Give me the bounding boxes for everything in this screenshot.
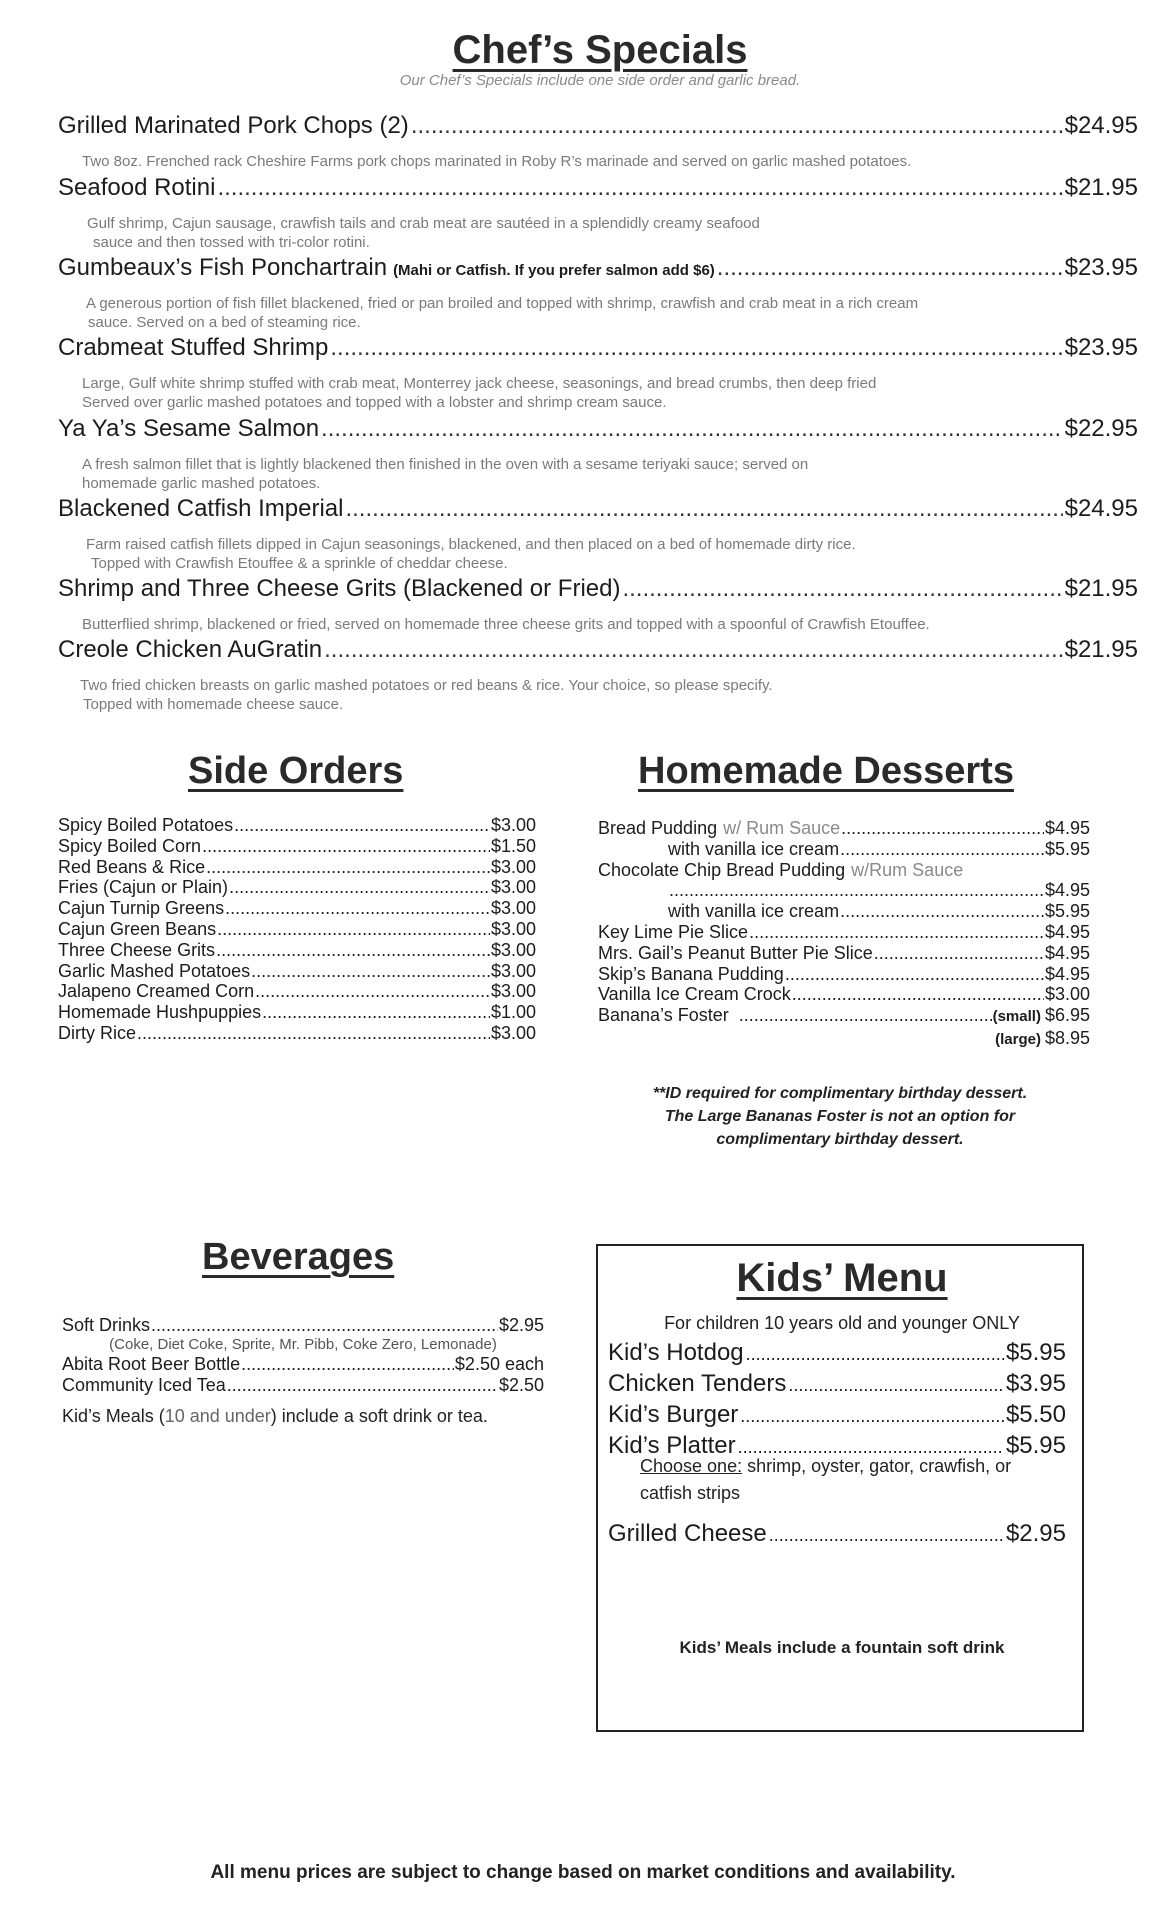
special-desc: sauce and then tossed with tri-color rotini. [93,234,370,251]
special-name: Creole Chicken AuGratin [58,636,323,663]
leader-dots [217,174,1062,202]
beverage-price: $2.50 [498,1374,544,1395]
leader-dots [874,943,1044,964]
leader-dots [262,1002,490,1023]
leader-dots [324,636,1062,664]
dessert-name: with vanilla ice cream [668,838,840,859]
side-price: $3.00 [490,856,536,877]
leader-dots [227,1375,498,1396]
kid-name: Grilled Cheese [608,1520,767,1547]
dessert-name: Skip’s Banana Pudding [598,963,784,984]
kid-price: $3.95 [1005,1370,1066,1397]
side-item [58,857,536,878]
leader-dots [792,984,1044,1005]
special-desc: Served over garlic mashed potatoes and topped with a lobster and shrimp cream sauce. [82,394,667,411]
kids-age-note: For children 10 years old and younger ONLY [664,1313,1020,1333]
dessert-name: Mrs. Gail’s Peanut Butter Pie Slice [598,942,873,963]
side-name: Spicy Boiled Corn [58,835,202,856]
note-line: **ID required for complimentary birthday dessert. [652,1085,1028,1102]
side-item [58,1023,536,1044]
dessert-price: $8.95 [1044,1027,1090,1048]
special-desc: A generous portion of fish fillet blackened, fried or pan broiled and topped with shrimp, crawfish and crab meat in a rich cream [86,295,919,312]
side-name: Spicy Boiled Potatoes [58,815,234,835]
beverage-price: $2.50 each [454,1353,544,1374]
note-line: The Large Bananas Foster is not an option for [664,1108,1016,1125]
leader-dots [740,1400,1004,1431]
kid-item [608,1369,1066,1400]
beverage-item [62,1354,544,1375]
side-price: $3.00 [490,898,536,919]
beverage-name: Soft Drinks [62,1315,151,1335]
side-price: $3.00 [490,960,536,981]
dessert-item [598,922,1090,943]
kids-list [608,1338,1066,1462]
side-price: $3.00 [490,981,536,1002]
special-item [58,174,1138,202]
dessert-price: $4.95 [1044,880,1090,901]
side-name: Cajun Green Beans [58,918,217,939]
special-desc: Two fried chicken breasts on garlic mashed potatoes or red beans & rice. Your choice, so please specify. [80,677,773,694]
side-price: $3.00 [490,939,536,960]
leader-dots [241,1354,454,1375]
leader-dots [225,898,490,919]
leader-dots [622,575,1062,603]
desserts-title: Homemade Desserts [638,750,1014,792]
beverages-list [62,1315,544,1395]
side-name: Jalapeno Creamed Corn [58,981,255,1002]
special-item [58,254,1138,282]
side-name: Fries (Cajun or Plain) [58,877,229,898]
special-item [58,415,1138,443]
leader-dots [840,901,1044,922]
dessert-item [598,964,1090,985]
special-desc: A fresh salmon fillet that is lightly blackened then finished in the oven with a sesame teriyaki sauce; served on [82,456,809,473]
kids-title: Kids’ Menu [736,1256,948,1300]
dessert-name: Chocolate Chip Bread Pudding [598,859,846,880]
beverage-price: $2.95 [498,1315,544,1335]
dessert-name: Banana’s Foster [598,1005,729,1026]
kid-name: Chicken Tenders [608,1370,787,1397]
side-name: Garlic Mashed Potatoes [58,960,251,981]
special-name: Ya Ya’s Sesame Salmon [58,415,320,442]
side-price: $3.00 [490,815,536,835]
leader-dots [411,112,1063,140]
kids-drink-note [62,1405,562,1428]
dessert-item [598,901,1090,922]
leader-dots [206,857,490,878]
dessert-item [598,1028,1090,1051]
dessert-item [598,1005,1090,1028]
leader-dots [255,981,490,1002]
dessert-item [598,880,1090,901]
leader-dots [202,836,490,857]
beverage-name: Community Iced Tea [62,1374,226,1395]
dessert-item [598,818,1090,839]
special-price: $23.95 [1064,254,1138,281]
leader-dots [749,922,1044,943]
special-price: $24.95 [1064,495,1138,522]
dessert-price: $4.95 [1044,942,1090,963]
leader-dots [216,940,490,961]
special-note: (Mahi or Catfish. If you prefer salmon add $6) [393,262,715,279]
kid-price: $2.95 [1005,1520,1066,1547]
special-desc: Butterflied shrimp, blackened or fried, served on homemade three cheese grits and topped with a spoonful of Crawfish Etouffee. [82,616,930,633]
leader-dots [321,415,1063,443]
dessert-price: $4.95 [1044,921,1090,942]
side-price: $3.00 [490,918,536,939]
side-item [58,919,536,940]
side-name: Dirty Rice [58,1022,137,1043]
desserts-list [598,818,1090,1051]
beverage-options: (Coke, Diet Coke, Sprite, Mr. Pibb, Coke Zero, Lemonade) [109,1335,497,1353]
side-item [58,877,536,898]
dessert-name: Vanilla Ice Cream Crock [598,984,791,1005]
special-name: Seafood Rotini [58,174,216,201]
sides-title: Side Orders [188,750,404,792]
beverage-item [62,1375,544,1396]
kid-name: Kid’s Hotdog [608,1339,744,1366]
dessert-price: $4.95 [1044,963,1090,984]
special-price: $21.95 [1064,174,1138,201]
side-name: Cajun Turnip Greens [58,898,225,919]
choose-label: Choose one: [640,1456,743,1476]
special-name: Blackened Catfish Imperial [58,495,344,522]
leader-dots [840,839,1044,860]
dessert-sauce: w/ Rum Sauce [723,818,841,838]
dessert-item [598,860,1090,881]
kid-name: Kid’s Burger [608,1401,739,1428]
special-desc: Topped with homemade cheese sauce. [83,696,344,713]
leader-dots [669,880,1044,901]
side-item [58,815,536,836]
kid-item [608,1400,1066,1431]
leader-dots [217,919,490,940]
special-price: $21.95 [1064,575,1138,602]
leader-dots [251,961,490,982]
special-name: Gumbeaux’s Fish Ponchartrain [58,254,388,281]
dessert-item [598,839,1090,860]
special-item [58,636,1138,664]
leader-dots [746,1338,1004,1369]
kid-item [608,1338,1066,1369]
price-disclaimer: All menu prices are subject to change based on market conditions and availability. [210,1862,956,1883]
leader-dots [769,1519,1004,1550]
dessert-price: $4.95 [1044,818,1090,838]
note-line: complimentary birthday dessert. [716,1131,964,1148]
leader-dots [151,1315,498,1336]
special-name: Crabmeat Stuffed Shrimp [58,334,329,361]
special-price: $23.95 [1064,334,1138,361]
kid-price: $5.95 [1005,1339,1066,1366]
side-item [58,898,536,919]
kids-meals-note: Kids’ Meals include a fountain soft drink [679,1638,1005,1657]
leader-dots [229,877,490,898]
specials-subtitle: Our Chef’s Specials include one side order and garlic bread. [399,72,801,89]
special-item [58,334,1138,362]
special-item [58,112,1138,140]
leader-dots [785,964,1044,985]
special-desc: homemade garlic mashed potatoes. [82,475,321,492]
leader-dots [345,495,1062,523]
note-text: Kid’s Meals ( [62,1406,165,1426]
special-desc: Large, Gulf white shrimp stuffed with crab meat, Monterrey jack cheese, seasonings, and bread crumbs, then deep fried [82,375,877,392]
side-name: Red Beans & Rice [58,856,206,877]
special-desc: Topped with Crawfish Etouffee & a sprinkle of cheddar cheese. [91,555,508,572]
special-price: $21.95 [1064,636,1138,663]
kid-price: $5.95 [1005,1432,1066,1459]
beverages-title: Beverages [202,1236,395,1278]
dessert-price: $5.95 [1044,838,1090,859]
special-desc: Two 8oz. Frenched rack Cheshire Farms pork chops marinated in Roby R’s marinade and served on garlic mashed potatoes. [82,153,912,170]
specials-title: Chef’s Specials [452,28,748,72]
special-desc: sauce. Served on a bed of steaming rice. [88,314,361,331]
side-price: $1.50 [490,835,536,856]
dessert-name: Key Lime Pie Slice [598,921,749,942]
leader-dots [137,1023,490,1044]
birthday-note [590,1082,1090,1151]
choose-text: shrimp, oyster, gator, crawfish, or catfish strips [640,1456,1012,1503]
special-price: $22.95 [1064,415,1138,442]
dessert-price: $6.95 [1044,1005,1090,1026]
note-text: ) include a soft drink or tea. [270,1406,488,1426]
dessert-name: Bread Pudding [598,818,718,838]
note-text: 10 and under [164,1406,271,1426]
special-item [58,495,1138,523]
sides-list [58,815,536,1044]
leader-dots [234,815,490,836]
leader-dots [330,334,1062,362]
special-name: Shrimp and Three Cheese Grits (Blackened or Fried) [58,575,621,602]
special-price: $24.95 [1064,112,1138,139]
dessert-item [598,943,1090,964]
side-price: $3.00 [490,877,536,898]
leader-dots [717,254,1063,282]
side-item [58,1002,536,1023]
platter-choice [640,1453,1060,1507]
special-desc: Gulf shrimp, Cajun sausage, crawfish tails and crab meat are sautéed in a splendidly creamy seafood [87,215,760,232]
dessert-sauce: w/Rum Sauce [851,859,964,880]
dessert-name: with vanilla ice cream [668,901,840,922]
side-item [58,836,536,857]
side-item [58,981,536,1002]
beverage-name: Abita Root Beer Bottle [62,1353,241,1374]
kid-price: $5.50 [1005,1401,1066,1428]
side-name: Homemade Hushpuppies [58,1002,262,1023]
side-item [58,961,536,982]
side-item [58,940,536,961]
special-name: Grilled Marinated Pork Chops (2) [58,112,409,139]
leader-dots [841,818,1044,839]
kid-name: Kid’s Platter [608,1432,736,1459]
dessert-price: $5.95 [1044,901,1090,922]
kids-menu-box [596,1244,1084,1732]
dessert-item [598,984,1090,1005]
side-price: $1.00 [490,1002,536,1023]
side-name: Three Cheese Grits [58,939,216,960]
side-price: $3.00 [490,1022,536,1043]
beverage-item [62,1315,544,1336]
leader-dots [788,1369,1004,1400]
size-tag: (large) [995,1030,1041,1048]
special-desc: Farm raised catfish fillets dipped in Cajun seasonings, blackened, and then placed on a bed of homemade dirty rice. [86,536,856,553]
dessert-price: $3.00 [1044,984,1090,1005]
special-item [58,575,1138,603]
leader-dots [739,1005,992,1026]
size-tag: (small) [992,1008,1041,1026]
kid-item [608,1519,1066,1550]
